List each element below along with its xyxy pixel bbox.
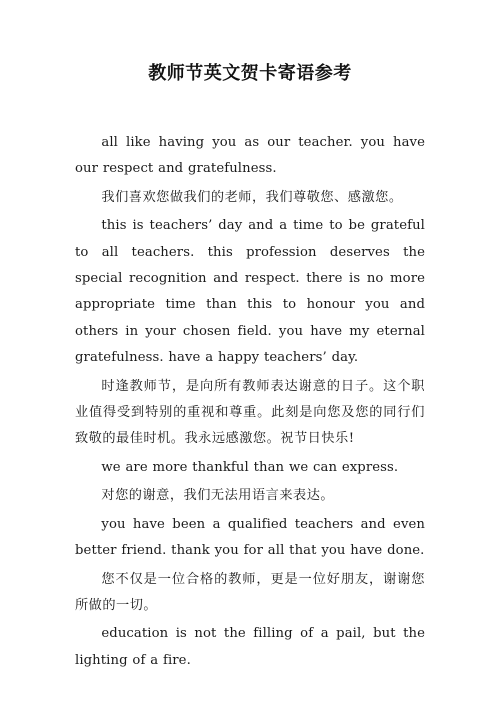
paragraph-zh-3: 对您的谢意，我们无法用语言来表达。 xyxy=(101,488,335,504)
paragraph-en-4: you have been a qualified teachers and even better friend. thank you for all that you have done. xyxy=(75,516,425,559)
paragraph-en-3: we are more thankful than we can express. xyxy=(101,459,399,475)
document-title: 教师节英文贺卡寄语参考 xyxy=(148,63,352,84)
paragraph-en-1: all like having you as our teacher. you have our respect and gratefulness. xyxy=(75,135,425,177)
paragraph-zh-2: 时逢教师节，是向所有教师表达谢意的日子。这个职业值得受到特别的重视和尊重。此刻是向您及您的同行们致敬的最佳时机。我永远感激您。祝节日快乐! xyxy=(75,378,425,447)
paragraph-zh-1: 我们喜欢您做我们的老师，我们尊敬您、感激您。 xyxy=(101,189,403,205)
paragraph-zh-4: 您不仅是一位合格的教师，更是一位好朋友，谢谢您所做的一切。 xyxy=(75,571,425,613)
paragraph-en-2: this is teachers’ day and a time to be grateful to all teachers. this profession deserves the special recognition and respect. there is no more appropriate time than this to honour you and others in your chosen field. you have my eternal gratefulness. have a happy teachers’ day. xyxy=(75,218,425,366)
paragraph-en-5: education is not the filling of a pail, but the lighting of a fire. xyxy=(75,626,425,668)
